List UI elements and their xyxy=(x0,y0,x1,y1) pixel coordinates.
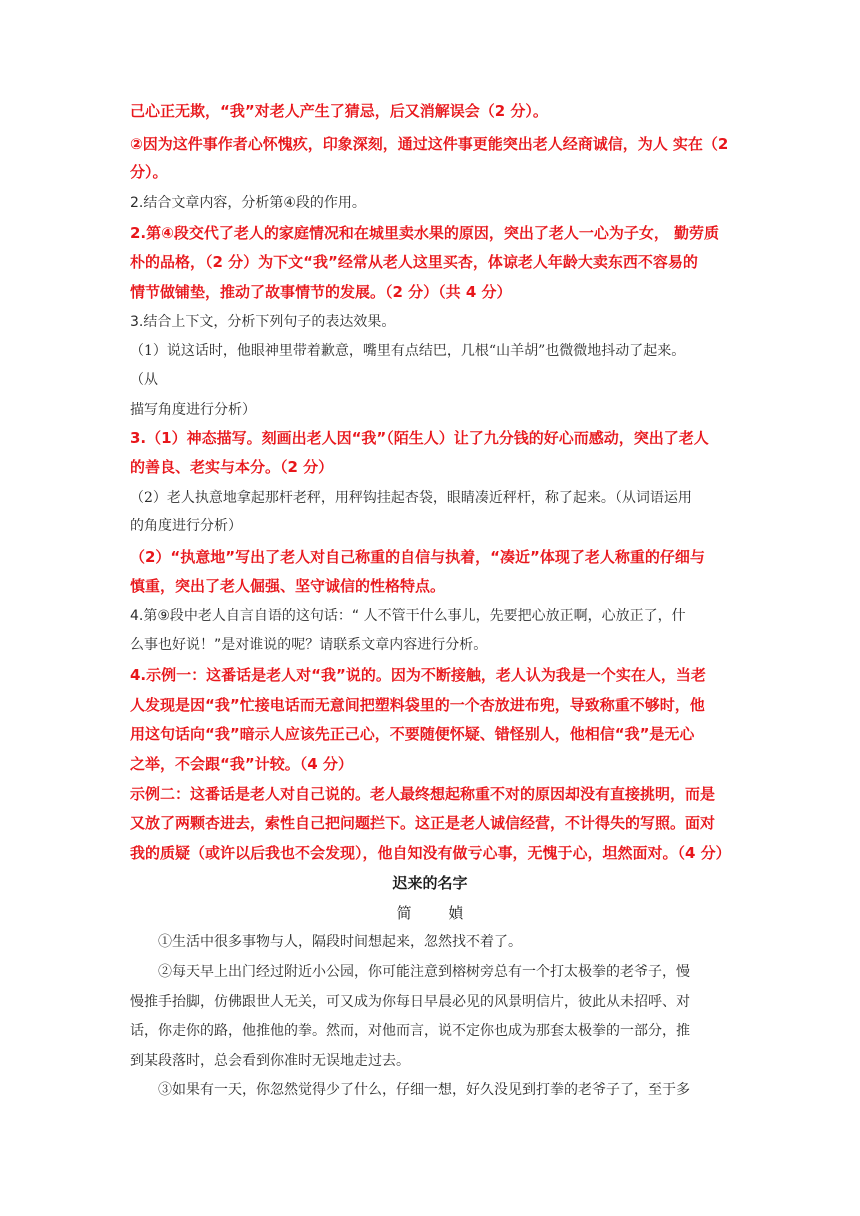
article-paragraph: 到某段落时，总会看到你准时无误地走过去。 xyxy=(130,1053,410,1069)
answer-line: 己心正无欺，“我”对老人产生了猜忌，后又消解误会（2 分）。 xyxy=(130,102,548,120)
question-line: （1）说这话时，他眼神里带着歉意，嘴里有点结巴，几根“山羊胡”也微微地抖动了起来。 xyxy=(130,343,686,359)
article-paragraph: ①生活中很多事物与人，隔段时间想起来，忽然找不着了。 xyxy=(158,934,522,950)
answer-line: 人发现是因“我”忙接电话而无意间把塑料袋里的一个杏放进布兜，导致称重不够时，他 xyxy=(130,696,705,714)
question-line: 的角度进行分析） xyxy=(130,518,242,534)
answer-line: 示例二：这番话是老人对自己说的。老人最终想起称重不对的原因却没有直接挑明，而是 xyxy=(130,785,716,803)
question-line: （2）老人执意地拿起那杆老秤，用秤钩挂起杏袋，眼睛凑近秤杆，称了起来。（从词语运用 xyxy=(130,490,692,506)
article-paragraph: ③如果有一天，你忽然觉得少了什么，仔细一想，好久没见到打拳的老爷子了，至于多 xyxy=(158,1082,690,1098)
article-paragraph: 慢推手抬脚，仿佛跟世人无关，可又成为你每日早晨必见的风景明信片，彼此从未招呼、对 xyxy=(130,994,690,1010)
article-author: 简 媜 xyxy=(396,904,480,922)
answer-line: 4.示例一：这番话是老人对“我”说的。因为不断接触，老人认为我是一个实在人，当老 xyxy=(130,666,706,684)
answer-line: 的善良、老实与本分。（2 分） xyxy=(130,458,334,476)
answer-line: 我的质疑（或许以后我也不会发现），他自知没有做亏心事，无愧于心，坦然面对。（4 分） xyxy=(130,844,731,862)
answer-line: 慎重，突出了老人倔强、坚守诚信的性格特点。 xyxy=(130,577,446,595)
answer-line: 之举，不会跟“我”计较。（4 分） xyxy=(130,755,353,773)
article-title: 迟来的名字 xyxy=(392,874,468,892)
answer-line: 用这句话向“我”暗示人应该先正己心，不要随便怀疑、错怪别人，他相信“我”是无心 xyxy=(130,725,695,743)
question-line: 么事也好说！”是对谁说的呢？请联系文章内容进行分析。 xyxy=(130,637,488,653)
question-line: 描写角度进行分析） xyxy=(130,402,256,418)
answer-line: 情节做铺垫，推动了故事情节的发展。（2 分）（共 4 分） xyxy=(130,283,512,301)
answer-line: （2）“执意地”写出了老人对自己称重的自信与执着，“凑近”体现了老人称重的仔细与 xyxy=(130,548,705,566)
answer-line: 朴的品格，（2 分）为下文“我”经常从老人这里买杏，体谅老人年龄大卖东西不容易的 xyxy=(130,253,698,271)
article-paragraph: ②每天早上出门经过附近小公园，你可能注意到榕树旁总有一个打太极拳的老爷子，慢 xyxy=(158,964,690,980)
answer-line: 3.（1）神态描写。刻画出老人因“我”（陌生人）让了九分钱的好心而感动，突出了老人 xyxy=(130,429,709,447)
question-line: 2.结合文章内容，分析第④段的作用。 xyxy=(130,195,366,211)
answer-line: ②因为这件事作者心怀愧疚，印象深刻，通过这件事更能突出老人经商诚信，为人 实在（2 xyxy=(130,135,729,153)
question-line: （从 xyxy=(130,372,158,388)
answer-line: 2.第④段交代了老人的家庭情况和在城里卖水果的原因，突出了老人一心为子女， 勤劳质 xyxy=(130,224,720,242)
question-line: 3.结合上下文，分析下列句子的表达效果。 xyxy=(130,314,396,330)
question-line: 4.第⑨段中老人自言自语的这句话：“ 人不管干什么事儿，先要把心放正啊，心放正了，什 xyxy=(130,608,686,624)
article-paragraph: 话，你走你的路，他推他的拳。然而，对他而言，说不定你也成为那套太极拳的一部分，推 xyxy=(130,1023,690,1039)
answer-line: 又放了两颗杏进去，索性自己把问题拦下。这正是老人诚信经营，不计得失的写照。面对 xyxy=(130,814,716,832)
answer-line: 分）。 xyxy=(130,163,168,181)
